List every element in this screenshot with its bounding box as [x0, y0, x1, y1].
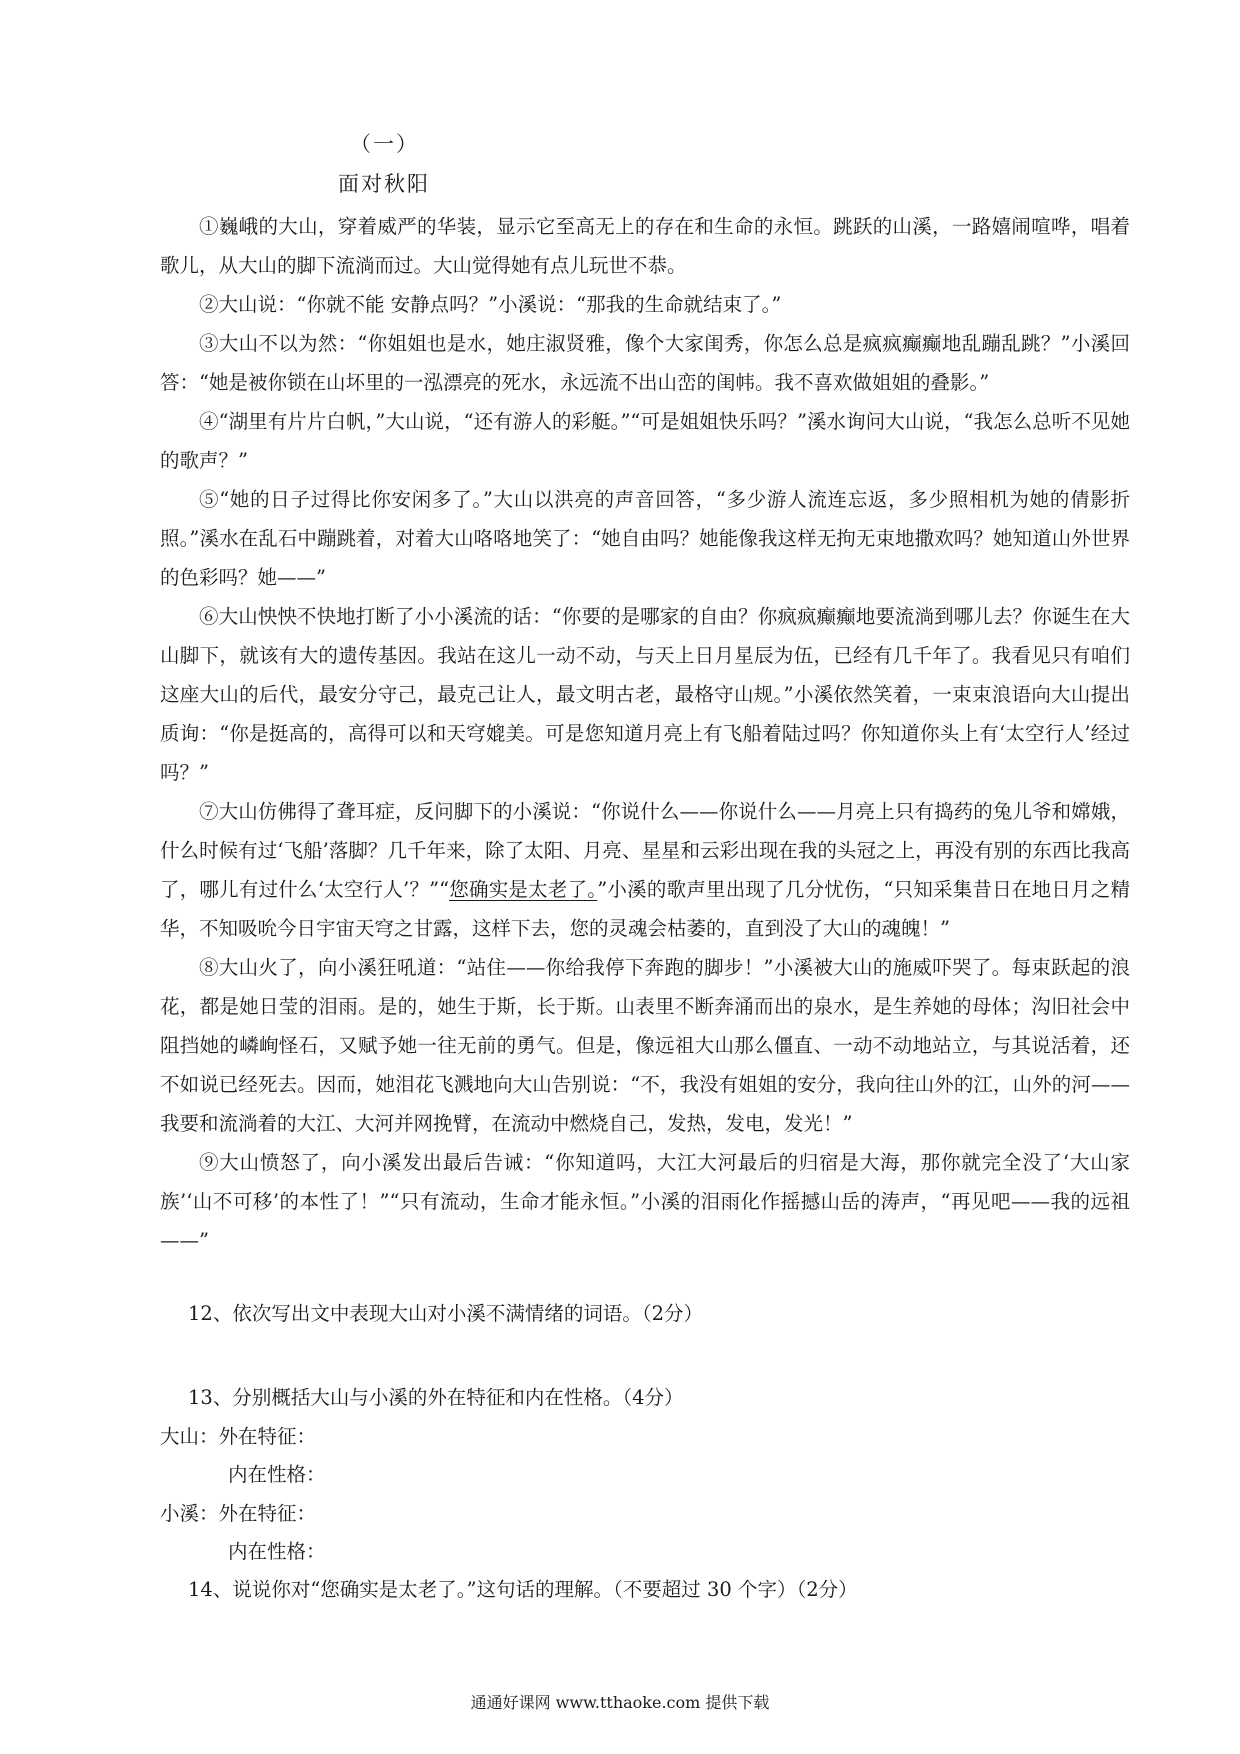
stream-outer-label: 小溪：外在特征： [160, 1502, 317, 1525]
paragraph-8: ⑧大山火了，向小溪狂吼道：“站住——你给我停下奔跑的脚步！”小溪被大山的施威吓哭了。每束跃起的浪花，都是她日莹的泪雨。是的，她生于斯，长于斯。山表里不断奔涌而出的泉水，是生养她的母体；沟旧社会中阻挡她的嶙峋怪石，又赋予她一往无前的勇气。但是，像远祖大山那么僵直、一动不动地站立，与其说活着，还不如说已经死去。因而，她泪花飞溅地向大山告别说：“不，我没有姐姐的安分，我向往山外的江，山外的河——我要和流淌着的大江、大河并网挽臂，在流动中燃烧自己，发热，发电，发光！” [160, 956, 1130, 1135]
paragraph-6: ⑥大山怏怏不快地打断了小小溪流的话：“你要的是哪家的自由？你疯疯癫癫地要流淌到哪儿去？你诞生在大山脚下，就该有大的遗传基因。我站在这儿一动不动，与天上日月星辰为伍，已经有几千年了。我看见只有咱们这座大山的后代，最安分守己，最克己让人，最文明古老，最格守山规。”小溪依然笑着，一束束浪语向大山提出质询：“你是挺高的，高得可以和天穹媲美。可是您知道月亮上有飞船着陆过吗？你知道你头上有‘太空行人’经过吗？” [160, 605, 1130, 784]
article-title: 面对秋阳 [338, 172, 430, 196]
paragraph-9: ⑨大山愤怒了，向小溪发出最后告诫：“你知道吗，大江大河最后的归宿是大海，那你就完全没了‘大山家族’‘山不可移’的本性了！”“只有流动，生命才能永恒。”小溪的泪雨化作摇撼山岳的涛声，“再见吧——我的远祖——” [160, 1151, 1130, 1252]
question-12: 12、依次写出文中表现大山对小溪不满情绪的词语。（2分） [188, 1302, 703, 1325]
footer-credit: 通通好课网 www.tthaoke.com 提供下载 [470, 1693, 770, 1712]
paragraph-7 [160, 792, 1130, 948]
paragraph-4: ④“湖里有片片白帆，”大山说，“还有游人的彩艇。”“可是姐姐快乐吗？”溪水询问大山说，“我怎么总听不见她的歌声？” [160, 410, 1130, 472]
question-13: 13、分别概括大山与小溪的外在特征和内在性格。（4分） [188, 1386, 684, 1409]
paragraph-2: ②大山说：“你就不能 安静点吗？”小溪说：“那我的生命就结束了。” [199, 293, 782, 316]
paragraph-3: ③大山不以为然：“你姐姐也是水，她庄淑贤雅，像个大家闺秀，你怎么总是疯疯癫癫地乱蹦乱跳？”小溪回答：“她是被你锁在山坏里的一泓漂亮的死水，永远流不出山峦的闺帏。我不喜欢做姐姐的叠影。” [160, 332, 1130, 394]
underlined-quote: 您确实是太老了。 [449, 878, 598, 901]
section-number: （一） [350, 132, 419, 156]
paragraph-7-text-a: ⑦大山仿佛得了聋耳症，反问脚下的小溪说：“你说什么——你说什么——月亮上只有捣药的兔儿爷和嫦娥，什么时候有过‘飞船’落脚？几千年来，除了太阳、月亮、星星和云彩出现在我的头冠之上，再没有别的东西比我高了，哪儿有过什么‘太空行人’？”“ [160, 800, 1130, 901]
stream-inner-label: 内在性格： [228, 1540, 326, 1563]
paragraph-1: ①巍峨的大山，穿着威严的华装，显示它至高无上的存在和生命的永恒。跳跃的山溪，一路嬉闹喧哗，唱着歌儿，从大山的脚下流淌而过。大山觉得她有点儿玩世不恭。 [160, 215, 1130, 277]
paragraph-5: ⑤“她的日子过得比你安闲多了。”大山以洪亮的声音回答，“多少游人流连忘返，多少照相机为她的倩影折照。”溪水在乱石中蹦跳着，对着大山咯咯地笑了：“她自由吗？她能像我这样无拘无束地撒欢吗？她知道山外世界的色彩吗？她——” [160, 488, 1130, 589]
question-14: 14、说说你对“您确实是太老了。”这句话的理解。（不要超过 30 个字）（2分） [188, 1578, 858, 1601]
paragraph-7-text-b: ”小溪的歌声里出现了几分忧伤，“只知采集昔日在地日月之精华，不知吸吮今日宇宙天穹之甘露，这样下去，您的灵魂会枯萎的，直到没了大山的魂魄！” [160, 878, 1130, 940]
mountain-inner-label: 内在性格： [228, 1463, 326, 1486]
mountain-outer-label: 大山：外在特征： [160, 1425, 317, 1448]
article-body [160, 207, 1130, 1260]
